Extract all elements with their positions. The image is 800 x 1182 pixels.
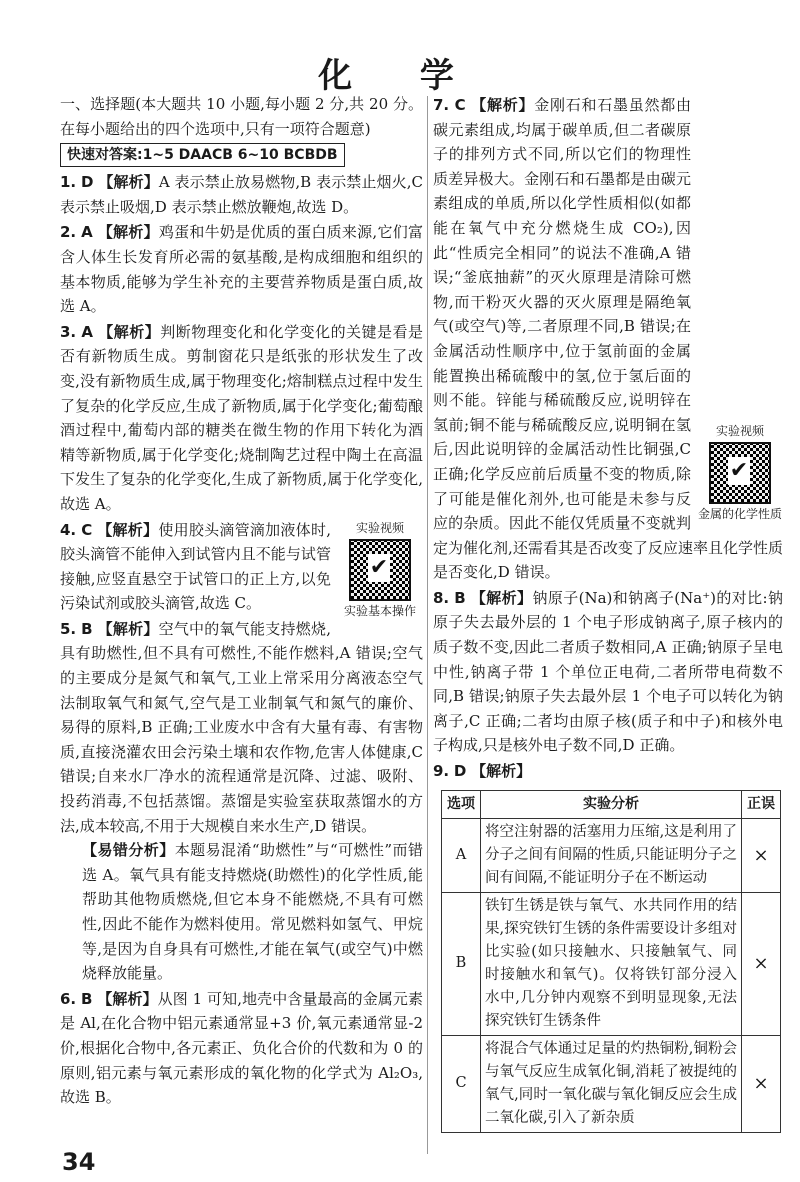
column-divider xyxy=(427,96,428,1154)
analysis-tag: 【解析】 xyxy=(98,173,159,192)
question-7 xyxy=(433,93,783,585)
analysis-cell: 将混合气体通过足量的灼热铜粉,铜粉会与氧气反应生成氧化铜,消耗了被提纯的氧气,同时一氧化碳与氧化铜反应会生成二氧化碳,引入了新杂质 xyxy=(481,1035,742,1132)
right-column xyxy=(433,92,783,1133)
question-8 xyxy=(433,586,783,758)
analysis-tag: 【解析】 xyxy=(470,588,533,607)
question-number: 8. xyxy=(433,588,450,607)
question-5 xyxy=(60,617,423,838)
question-3 xyxy=(60,320,423,517)
column-header: 选项 xyxy=(442,790,481,818)
wrong-mark-icon: × xyxy=(742,1035,781,1132)
analysis-tag: 【解析】 xyxy=(97,520,159,539)
answer-letter: B xyxy=(81,989,93,1008)
option-cell: C xyxy=(442,1035,481,1132)
analysis-tag: 【解析】 xyxy=(471,762,532,781)
question-number: 9. xyxy=(433,762,450,781)
analysis-text: 从图 1 可知,地壳中含量最高的金属元素是 Al,在化合物中铝元素通常显+3 价,氧元素通常显-2 价,根据化合物中,各元素正、负化合价的代数和为 0 的原则,铝元素与氧元素形成的氧化物的化学式为 Al₂O₃,故选 B。 xyxy=(60,989,423,1107)
answer-letter: B xyxy=(454,588,466,607)
option-cell: A xyxy=(442,818,481,892)
analysis-tag: 【解析】 xyxy=(97,619,159,638)
page-title: 化 学 xyxy=(318,56,482,96)
analysis-text: A 表示禁止放易燃物,B 表示禁止烟火,C 表示禁止吸烟,D 表示禁止燃放鞭炮,故选 D。 xyxy=(60,173,423,216)
table-row xyxy=(442,818,781,892)
table-row xyxy=(442,892,781,1035)
question-1 xyxy=(60,170,423,219)
error-analysis xyxy=(60,838,423,986)
qr-caption-bottom: 实验基本操作 xyxy=(343,603,416,618)
qr-code-icon[interactable] xyxy=(349,539,411,601)
analysis-text: 使用胶头滴管滴加液体时,胶头滴管不能伸入到试管内且不能与试管接触,应竖直悬空于试管口的正上方,以免污染试剂或胶头滴管,故选 C。 xyxy=(60,520,331,613)
qr-block[interactable] xyxy=(337,520,423,620)
left-column xyxy=(60,92,423,1110)
wrong-mark-icon: × xyxy=(742,892,781,1035)
column-header: 正误 xyxy=(742,790,781,818)
answer-letter: D xyxy=(81,173,94,192)
qr-code-icon[interactable] xyxy=(709,442,771,504)
question-6 xyxy=(60,987,423,1110)
column-header: 实验分析 xyxy=(481,790,742,818)
table-row xyxy=(442,1035,781,1132)
analysis-table xyxy=(441,790,781,1133)
question-number: 2. xyxy=(60,223,77,242)
analysis-tag: 【解析】 xyxy=(98,322,161,341)
question-number: 1. xyxy=(60,173,77,192)
qr-block[interactable] xyxy=(697,423,783,523)
answer-letter: B xyxy=(81,619,93,638)
question-2 xyxy=(60,220,423,318)
page-number: 34 xyxy=(62,1148,96,1176)
answer-letter: C xyxy=(81,520,93,539)
question-number: 5. xyxy=(60,619,77,638)
answer-letter: C xyxy=(454,96,466,114)
analysis-text: 空气中的氧气能支持燃烧,具有助燃性,但不具有可燃性,不能作燃料,A 错误;空气的主要成分是氮气和氧气,工业上常采用分离液态空气法制取氧气和氮气,空气是工业制氧气和氮气的廉价、易得的原料,B 正确;工业废水中含有大量有毒、有害物质,直接浇灌农田会污染土壤和农作物,危害人体健康,C 错误;自来水厂净水的流程通常是沉降、过滤、吸附、投药消毒,不包括蒸馏。蒸馏是实验室获取蒸馏水的方法,成本较高,不用于大规模自来水生产,D 错误。 xyxy=(60,619,423,835)
question-4 xyxy=(60,518,423,616)
answer-letter: A xyxy=(81,322,94,341)
qr-caption-top: 实验视频 xyxy=(355,520,404,535)
answer-letter: A xyxy=(81,223,93,242)
analysis-tag: 【解析】 xyxy=(97,989,158,1008)
analysis-text: 金刚石和石墨虽然都由碳元素组成,均属于碳单质,但二者碳原子的排列方式不同,所以它们的物理性质差异极大。金刚石和石墨都是由碳元素组成的单质,所以化学性质相似(如都能在氧气中充分燃烧生成 CO₂),因此“性质完全相同”的说法不准确,A 错误;“釜底抽薪”的灭火原理是清除可燃物,而干粉灭火器的灭火原理是隔绝氧气(或空气)等,二者原理不同,B 错误;在金属活动性顺序中,位于氢前面的金属能置换出稀硫酸中的氢,位于氢后面的则不能。锌能与稀硫酸反应,说明锌在氢前;铜不能与稀硫酸反应,说明铜在氢后,因此说明锌的金属活动性比铜强,C 正确;化学反应前后质量不变的物质,除了可能是催化剂外,也可能是未参与反应的杂质。因此不能仅凭质量不变就判定为催化剂,还需看其是否改变了反应速率且化学性质是否变化,D 错误。 xyxy=(433,96,783,582)
question-number: 4. xyxy=(60,520,77,539)
checkmark-icon: ✔ xyxy=(369,554,389,580)
analysis-text: 钠原子(Na)和钠离子(Na⁺)的对比:钠原子失去最外层的 1 个电子形成钠离子,原子核内的质子数不变,因此二者质子数相同,A 正确;钠原子呈电中性,钠离子带 1 个单位正电荷,二者所带电荷数不同,B 错误;钠原子失去最外层 1 个电子可以转化为钠离子,C 正确;二者均由原子核(质子和中子)和核外电子构成,只是核外电子数不同,D 正确。 xyxy=(433,588,783,755)
table-header-row xyxy=(442,790,781,818)
analysis-tag: 【解析】 xyxy=(97,223,159,242)
quick-answers: 快速对答案:1~5 DAACB 6~10 BCBDB xyxy=(60,143,345,167)
error-analysis-tag: 【易错分析】 xyxy=(82,841,175,860)
answer-letter: D xyxy=(453,762,467,781)
analysis-text: 判断物理变化和化学变化的关键是看是否有新物质生成。剪制窗花只是纸张的形状发生了改变,没有新物质生成,属于物理变化;熔制糕点过程中发生了复杂的化学反应,生成了新物质,属于化学变化;葡萄酿酒过程中,葡萄内部的糖类在微生物的作用下转化为酒精等新物质,属于化学变化;烧制陶艺过程中陶土在高温下发生了复杂的化学变化,生成了新物质,属于化学变化,故选 A。 xyxy=(60,322,423,513)
qr-caption-bottom: 金属的化学性质 xyxy=(697,507,782,521)
wrong-mark-icon: × xyxy=(742,818,781,892)
checkmark-icon: ✔ xyxy=(729,458,749,483)
analysis-cell: 将空注射器的活塞用力压缩,这是利用了分子之间有间隔的性质,只能证明分子之间有间隔,不能证明分子在不断运动 xyxy=(481,818,742,892)
question-number: 6. xyxy=(60,989,77,1008)
question-number: 7. xyxy=(433,96,450,114)
analysis-text: 鸡蛋和牛奶是优质的蛋白质来源,它们富含人体生长发育所必需的氨基酸,是构成细胞和组织的基本物质,能够为学生补充的主要营养物质是蛋白质,故选 A。 xyxy=(60,223,423,316)
analysis-tag: 【解析】 xyxy=(471,96,535,114)
question-9 xyxy=(433,759,783,784)
analysis-cell: 铁钉生锈是铁与氧气、水共同作用的结果,探究铁钉生锈的条件需要设计多组对比实验(如只接触水、只接触氧气、同时接触水和氧气)。仅将铁钉部分浸入水中,几分钟内观察不到明显现象,无法探究铁钉生锈条件 xyxy=(481,892,742,1035)
question-number: 3. xyxy=(60,322,77,341)
option-cell: B xyxy=(442,892,481,1035)
section-heading: 一、选择题(本大题共 10 小题,每小题 2 分,共 20 分。在每小题给出的四个选项中,只有一项符合题意) xyxy=(60,95,423,138)
error-analysis-text: 本题易混淆“助燃性”与“可燃性”而错选 A。氧气具有能支持燃烧(助燃性)的化学性质,能帮助其他物质燃烧,但它本身不能燃烧,不具有可燃性,因此不能作为燃料使用。常见燃料如氢气、甲烷等,是因为自身具有可燃性,才能在氧气(或空气)中燃烧释放能量。 xyxy=(82,841,423,983)
qr-caption-top: 实验视频 xyxy=(715,424,764,438)
